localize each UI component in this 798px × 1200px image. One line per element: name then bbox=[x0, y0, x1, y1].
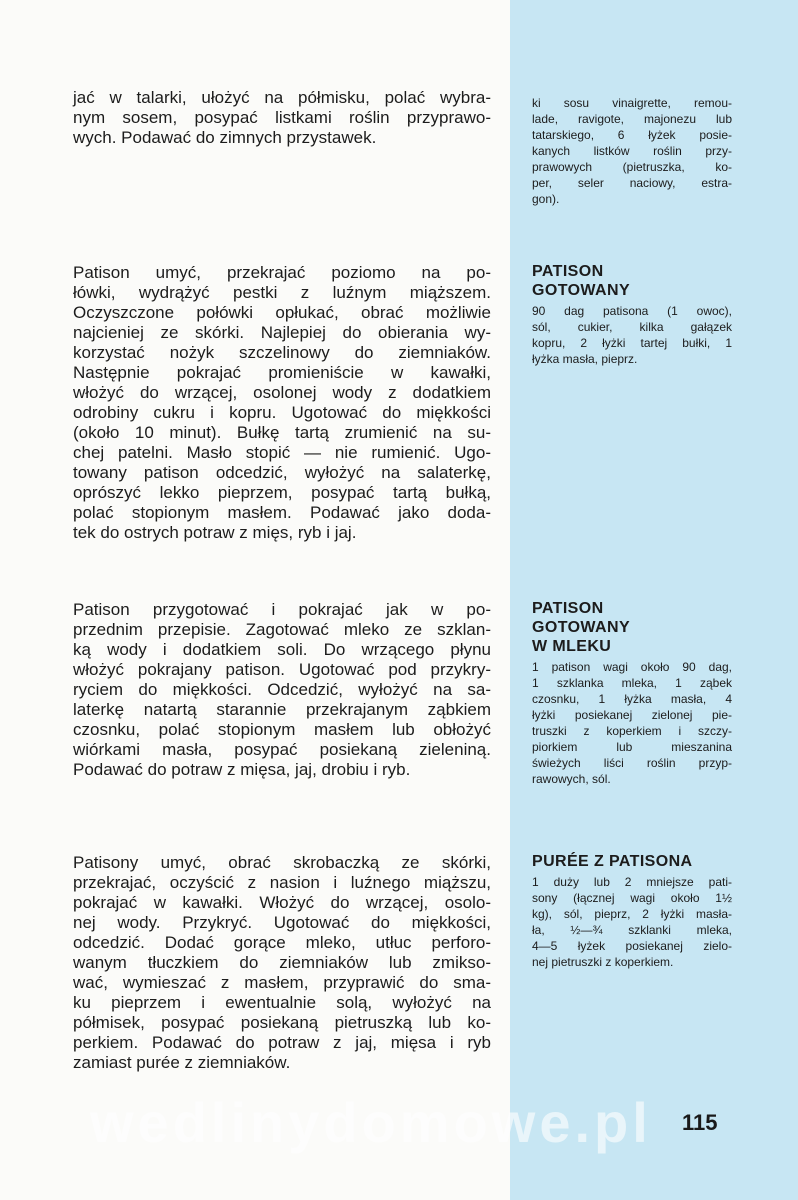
text-line: nym sosem, posypać listkami roślin przyprawo- bbox=[73, 108, 491, 127]
text-line: nej pietruszki z koperkiem. bbox=[532, 955, 674, 969]
text-line: truszki z koperkiem i szczy- bbox=[532, 724, 732, 738]
text-line: przekrajać, oczyścić z nasion i luźnego miąższu, bbox=[73, 873, 491, 892]
text-line: włożyć pokrajany patison. Ugotować pod przykry- bbox=[73, 660, 491, 679]
text-line: kopru, 2 łyżki tartej bułki, 1 bbox=[532, 336, 732, 350]
text-line: Oczyszczone połówki opłukać, obrać możliwie bbox=[73, 303, 491, 322]
text-line: 90 dag patisona (1 owoc), bbox=[532, 304, 732, 318]
text-line: przednim przepisie. Zagotować mleko ze szklan- bbox=[73, 620, 491, 639]
ingredients-list bbox=[532, 874, 732, 970]
text-line: łówki, wydrążyć pestki z luźnym miąższem. bbox=[73, 283, 491, 302]
text-line: PURÉE Z PATISONA bbox=[532, 853, 693, 870]
text-line: sony (łącznej wagi około 1½ bbox=[532, 891, 732, 905]
text-line: korzystać nożyk szczelinowy do ziemniaków. bbox=[73, 343, 491, 362]
page-number: 115 bbox=[682, 1110, 718, 1135]
text-line: 1 duży lub 2 mniejsze pati- bbox=[532, 875, 732, 889]
text-line: lade, ravigote, majonezu lub bbox=[532, 112, 732, 126]
text-line: towany patison odcedzić, wyłożyć na salaterkę, bbox=[73, 463, 491, 482]
text-line: 1 szklanka mleka, 1 ząbek bbox=[532, 676, 732, 690]
text-line: wanym tłuczkiem do ziemniaków lub zmikso- bbox=[73, 953, 491, 972]
text-line: łyżka masła, pieprz. bbox=[532, 352, 638, 366]
text-line: ku pieprzem i ewentualnie solą, wyłożyć na bbox=[73, 993, 491, 1012]
text-line: czosnku, 1 łyżka masła, 4 bbox=[532, 692, 732, 706]
text-line: rawowych, sól. bbox=[532, 772, 611, 786]
recipe-sidebar bbox=[532, 852, 732, 970]
text-line: GOTOWANY bbox=[532, 282, 631, 299]
text-line: sól, cukier, kilka gałązek bbox=[532, 320, 732, 334]
text-line: łyżki posiekanej zielonej pie- bbox=[532, 708, 732, 722]
intro-sidebar-ingredients bbox=[532, 92, 732, 207]
text-line: ła, ½—¾ szklanki mleka, bbox=[532, 923, 732, 937]
text-line: ryciem do miękkości. Odcedzić, wyłożyć na sa- bbox=[73, 680, 491, 699]
text-line: świeżych liści roślin przyp- bbox=[532, 756, 732, 770]
recipe-sidebar bbox=[532, 599, 732, 787]
text-line: Następnie pokrajać promieniście w kawałki, bbox=[73, 363, 491, 382]
text-line: tek do ostrych potraw z mięs, ryb i jaj. bbox=[73, 523, 357, 542]
watermark: wedlinydomowe.pl bbox=[90, 1091, 652, 1154]
text-line: per, seler naciowy, estra- bbox=[532, 176, 732, 190]
recipe-body bbox=[73, 263, 491, 543]
text-line: odcedzić. Dodać gorące mleko, utłuc perforo- bbox=[73, 933, 491, 952]
text-line: nej wody. Przykryć. Ugotować do miękkości, bbox=[73, 913, 491, 932]
text-line: Patison przygotować i pokrajać jak w po- bbox=[73, 600, 491, 619]
text-line: jać w talarki, ułożyć na półmisku, polać wybra- bbox=[73, 88, 491, 107]
recipe-sidebar bbox=[532, 262, 732, 367]
text-line: piorkiem lub mieszanina bbox=[532, 740, 732, 754]
recipe-body bbox=[73, 853, 491, 1073]
text-line: (około 10 minut). Bułkę tartą zrumienić na su- bbox=[73, 423, 491, 442]
text-line: półmisek, posypać posiekaną pietruszką lub ko- bbox=[73, 1013, 491, 1032]
text-line: ką wody i dodatkiem soli. Do wrzącego płynu bbox=[73, 640, 491, 659]
text-line: perkiem. Podawać do potraw z jaj, mięsa i ryb bbox=[73, 1033, 491, 1052]
intro-paragraph bbox=[73, 88, 491, 148]
text-line: laterkę natartą starannie przekrajanym ząbkiem bbox=[73, 700, 491, 719]
text-line: prawowych (pietruszka, ko- bbox=[532, 160, 732, 174]
text-line: chej patelni. Masło stopić — nie rumienić. Ugo- bbox=[73, 443, 491, 462]
recipe-title bbox=[532, 262, 732, 300]
text-line: zamiast purée z ziemniaków. bbox=[73, 1053, 291, 1072]
text-line: włożyć do wrzącej, osolonej wody z dodatkiem bbox=[73, 383, 491, 402]
text-line: ki sosu vinaigrette, remou- bbox=[532, 96, 732, 110]
text-line: Podawać do potraw z mięsa, jaj, drobiu i ryb. bbox=[73, 760, 411, 779]
text-line: kanych listków roślin przy- bbox=[532, 144, 732, 158]
text-line: Patison umyć, przekrajać poziomo na po- bbox=[73, 263, 491, 282]
text-line: GOTOWANY bbox=[532, 619, 631, 636]
text-line: PATISON bbox=[532, 600, 604, 617]
recipe-body bbox=[73, 600, 491, 780]
text-line: W MLEKU bbox=[532, 638, 612, 655]
text-line: kg), sól, pieprz, 2 łyżki masła- bbox=[532, 907, 732, 921]
recipe-title bbox=[532, 599, 732, 656]
text-line: czosnku, polać stopionym masłem lub obłożyć bbox=[73, 720, 491, 739]
text-line: Patisony umyć, obrać skrobaczką ze skórki, bbox=[73, 853, 491, 872]
text-line: gon). bbox=[532, 192, 560, 206]
text-line: PATISON bbox=[532, 263, 604, 280]
text-line: odrobiny cukru i kopru. Ugotować do miękkości bbox=[73, 403, 491, 422]
text-line: wych. Podawać do zimnych przystawek. bbox=[73, 128, 377, 147]
text-line: pokrajać w kawałki. Włożyć do wrzącej, osolo- bbox=[73, 893, 491, 912]
text-line: najcieniej ze skórki. Najlepiej do obierania wy- bbox=[73, 323, 491, 342]
text-line: oprószyć lekko pieprzem, posypać tartą bułką, bbox=[73, 483, 491, 502]
text-line: 4—5 łyżek posiekanej zielo- bbox=[532, 939, 732, 953]
text-line: polać stopionym masłem. Podawać jako doda- bbox=[73, 503, 491, 522]
text-line: 1 patison wagi około 90 dag, bbox=[532, 660, 732, 674]
ingredients-list bbox=[532, 659, 732, 787]
ingredients-list bbox=[532, 303, 732, 367]
text-line: wać, wymieszać z masłem, przyprawić do sma- bbox=[73, 973, 491, 992]
text-line: wiórkami masła, posypać posiekaną zieleniną. bbox=[73, 740, 491, 759]
text-line: tatarskiego, 6 łyżek posie- bbox=[532, 128, 732, 142]
ingredients-list bbox=[532, 95, 732, 207]
recipe-title bbox=[532, 852, 732, 871]
